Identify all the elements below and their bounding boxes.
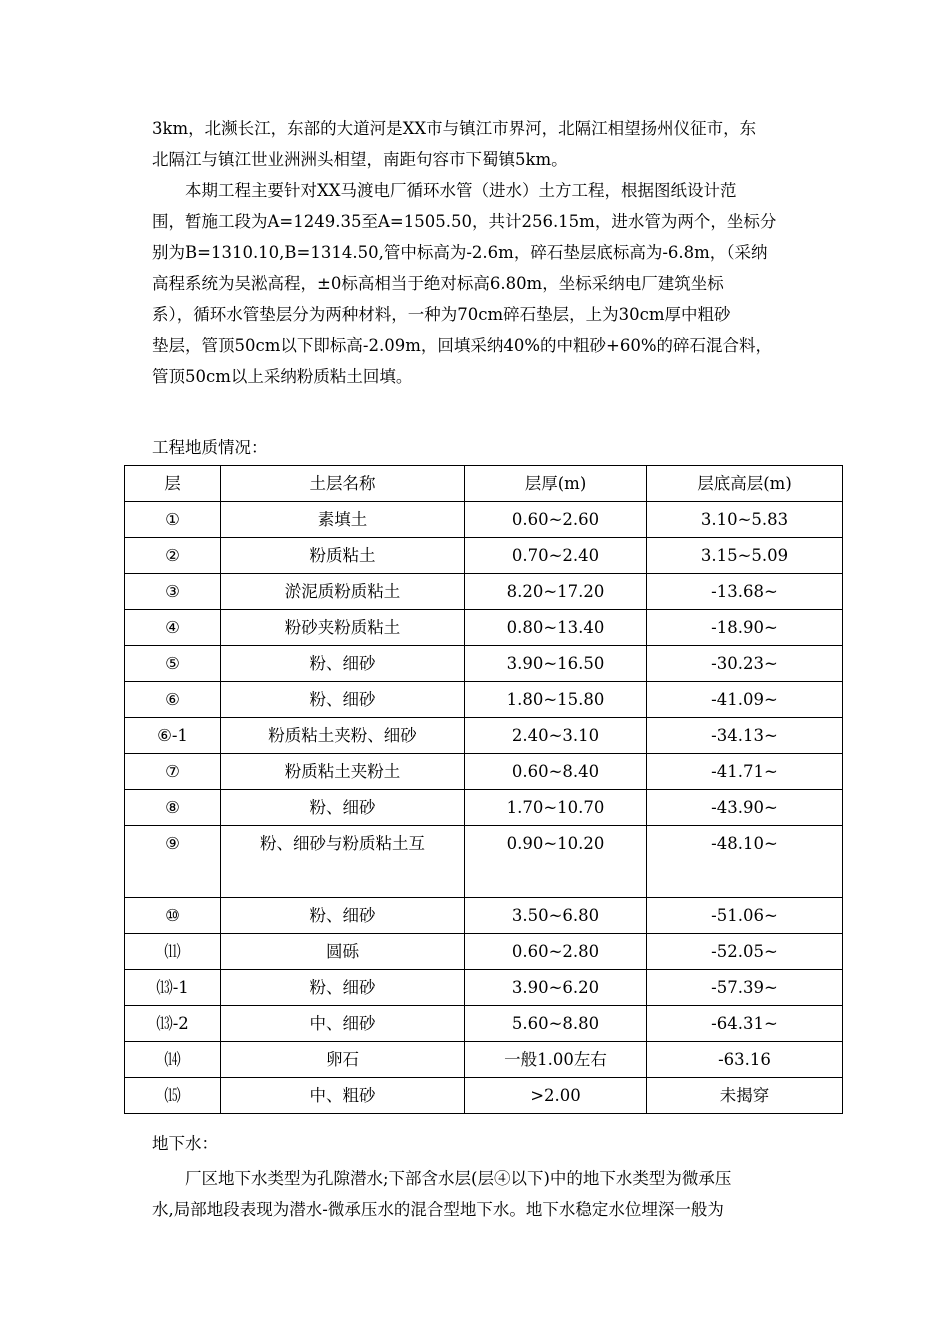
groundwater-heading: 地下水： [152,1134,218,1153]
table-row [125,826,843,898]
cell-soil-name: 粉、细砂 [221,898,465,934]
table-row [125,1042,843,1078]
cell-layer: ① [125,502,221,538]
table-row [125,970,843,1006]
cell-bottom-elevation: 3.10~5.83 [647,502,843,538]
paragraph-line: 3km，北濒长江，东部的大道河是XX市与镇江市界河，北隔江相望扬州仪征市，东 [152,119,757,138]
paragraph-line: 系），循环水管垫层分为两种材料，一种为70cm碎石垫层，上为30cm厚中粗砂 [152,305,731,324]
cell-layer: ⑥-1 [125,718,221,754]
cell-layer: ⑨ [125,826,221,898]
cell-soil-name: 粉质粘土夹粉土 [221,754,465,790]
cell-thickness: 1.70~10.70 [465,790,647,826]
paragraph-line: 围，暂施工段为A=1249.35至A=1505.50，共计256.15m，进水管为两个，坐标分 [152,212,777,231]
paragraph-line: 管顶50cm以上采纳粉质粘土回填。 [152,367,413,386]
cell-thickness: 0.60~2.80 [465,934,647,970]
cell-thickness: 0.70~2.40 [465,538,647,574]
cell-layer: ④ [125,610,221,646]
cell-bottom-elevation: -18.90~ [647,610,843,646]
cell-bottom-elevation: -48.10~ [647,826,843,898]
cell-soil-name: 粉质粘土夹粉、细砂 [221,718,465,754]
table-row [125,934,843,970]
paragraph-line: 本期工程主要针对XX马渡电厂循环水管（进水）土方工程，根据图纸设计范 [185,181,737,200]
cell-thickness: 3.90~16.50 [465,646,647,682]
cell-thickness: 8.20~17.20 [465,574,647,610]
table-row [125,1078,843,1114]
cell-bottom-elevation: -30.23~ [647,646,843,682]
cell-soil-name: 粉、细砂与粉质粘土互 [221,826,465,898]
cell-bottom-elevation: -57.39~ [647,970,843,1006]
cell-thickness: 5.60~8.80 [465,1006,647,1042]
cell-soil-name: 粉质粘土 [221,538,465,574]
cell-thickness: 2.40~3.10 [465,718,647,754]
cell-thickness: 一般1.00左右 [465,1042,647,1078]
cell-thickness: >2.00 [465,1078,647,1114]
cell-bottom-elevation: -64.31~ [647,1006,843,1042]
cell-layer: ⑤ [125,646,221,682]
cell-thickness: 0.60~8.40 [465,754,647,790]
paragraph-line: 水,局部地段表现为潜水-微承压水的混合型地下水。地下水稳定水位埋深一般为 [152,1200,724,1219]
table-row [125,754,843,790]
geology-heading: 工程地质情况： [152,438,268,457]
header-layer: 层 [125,466,221,502]
table-row [125,718,843,754]
cell-bottom-elevation: -51.06~ [647,898,843,934]
paragraph-line: 北隔江与镇江世业洲洲头相望，南距句容市下蜀镇5km。 [152,150,568,169]
table-row [125,538,843,574]
project-paragraph [152,175,842,392]
cell-soil-name: 粉砂夹粉质粘土 [221,610,465,646]
cell-thickness: 3.50~6.80 [465,898,647,934]
cell-bottom-elevation: -34.13~ [647,718,843,754]
cell-soil-name: 圆砾 [221,934,465,970]
cell-thickness: 0.80~13.40 [465,610,647,646]
cell-layer: ⑾ [125,934,221,970]
header-thickness: 层厚(m) [465,466,647,502]
cell-bottom-elevation: -63.16 [647,1042,843,1078]
table-row [125,610,843,646]
table-header-row [125,466,843,502]
cell-layer: ② [125,538,221,574]
table-row [125,646,843,682]
cell-soil-name: 卵石 [221,1042,465,1078]
table-row [125,502,843,538]
cell-bottom-elevation: -41.09~ [647,682,843,718]
cell-soil-name: 粉、细砂 [221,970,465,1006]
paragraph-line: 厂区地下水类型为孔隙潜水;下部含水层(层④以下)中的地下水类型为微承压 [185,1169,732,1188]
cell-thickness: 3.90~6.20 [465,970,647,1006]
paragraph-line: 别为B=1310.10,B=1314.50,管中标高为-2.6m，碎石垫层底标高为-6.8m，（采纳 [152,243,768,262]
groundwater-paragraph [152,1163,842,1225]
paragraph-line: 高程系统为吴淞高程，±0标高相当于绝对标高6.80m，坐标采纳电厂建筑坐标 [152,274,724,293]
cell-layer: ⒀-2 [125,1006,221,1042]
cell-layer: ⒂ [125,1078,221,1114]
cell-soil-name: 素填土 [221,502,465,538]
cell-soil-name: 粉、细砂 [221,646,465,682]
cell-soil-name: 粉、细砂 [221,790,465,826]
table-row [125,1006,843,1042]
cell-bottom-elevation: -43.90~ [647,790,843,826]
cell-bottom-elevation: -41.71~ [647,754,843,790]
table-row [125,898,843,934]
table-row [125,790,843,826]
cell-soil-name: 中、粗砂 [221,1078,465,1114]
table-row [125,574,843,610]
cell-layer: ⒀-1 [125,970,221,1006]
cell-soil-name: 粉、细砂 [221,682,465,718]
paragraph-line: 垫层，管顶50cm以下即标高-2.09m，回填采纳40%的中粗砂+60%的碎石混合料， [152,336,773,355]
cell-bottom-elevation: -52.05~ [647,934,843,970]
cell-bottom-elevation: -13.68~ [647,574,843,610]
cell-soil-name: 中、细砂 [221,1006,465,1042]
cell-thickness: 0.60~2.60 [465,502,647,538]
cell-thickness: 0.90~10.20 [465,826,647,898]
cell-layer: ⑥ [125,682,221,718]
cell-layer: ⑧ [125,790,221,826]
geology-table [124,465,843,1114]
cell-soil-name: 淤泥质粉质粘土 [221,574,465,610]
cell-layer: ⑦ [125,754,221,790]
header-soil-name: 土层名称 [221,466,465,502]
intro-paragraph [152,113,842,175]
cell-thickness: 1.80~15.80 [465,682,647,718]
cell-layer: ⒁ [125,1042,221,1078]
cell-layer: ⑩ [125,898,221,934]
cell-layer: ③ [125,574,221,610]
header-bottom-elevation: 层底高层(m) [647,466,843,502]
cell-bottom-elevation: 未揭穿 [647,1078,843,1114]
cell-bottom-elevation: 3.15~5.09 [647,538,843,574]
table-row [125,682,843,718]
